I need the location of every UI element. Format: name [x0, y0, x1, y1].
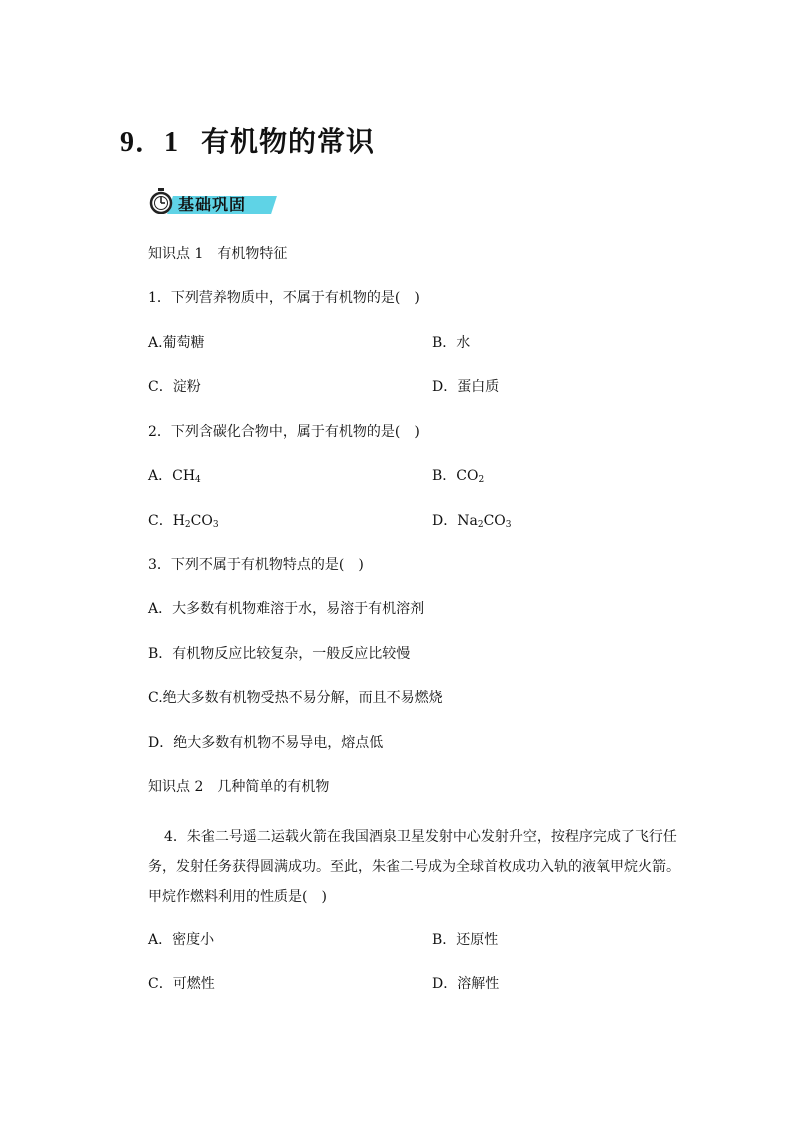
q2-option-d: D．$Na_2CO_3$ — [432, 513, 512, 530]
section-badge — [148, 186, 276, 218]
q4-option-a: A．密度小 — [148, 932, 215, 948]
q4-option-d: D．溶解性 — [432, 976, 500, 992]
q3-option-c: C.绝大多数有机物受热不易分解，而且不易燃烧 — [148, 690, 443, 706]
knowledge-point-2: 知识点 2 几种简单的有机物 — [148, 779, 330, 795]
q4-option-c: C．可燃性 — [148, 976, 215, 992]
question-4-stem: 4．朱雀二号遥二运载火箭在我国酒泉卫星发射中心发射升空，按程序完成了飞行任务，发射任务获得圆满成功。至此，朱雀二号成为全球首枚成功入轨的液氧甲烷火箭。甲烷作燃料利用的性质是( ) — [148, 829, 680, 905]
q3-option-a: A．大多数有机物难溶于水，易溶于有机溶剂 — [148, 601, 425, 617]
q1-option-c: C．淀粉 — [148, 379, 201, 395]
knowledge-point-1: 知识点 1 有机物特征 — [148, 246, 288, 262]
question-1-stem: 1．下列营养物质中，不属于有机物的是( ) — [148, 290, 420, 306]
question-3-stem: 3．下列不属于有机物特点的是( ) — [148, 557, 364, 573]
q3-option-d: D．绝大多数有机物不易导电，熔点低 — [148, 735, 384, 751]
badge-label: 基础巩固 — [178, 195, 247, 214]
q1-option-d: D．蛋白质 — [432, 379, 500, 395]
stopwatch-icon — [148, 188, 174, 214]
question-2-stem: 2．下列含碳化合物中，属于有机物的是( ) — [148, 424, 420, 440]
q4-option-b: B．还原性 — [432, 932, 499, 948]
q2-option-c: C．$H_2CO_3$ — [148, 513, 219, 530]
q2-option-b: B．$CO_2$ — [432, 468, 485, 485]
title-text: 有机物的常识 — [201, 125, 376, 158]
q1-option-a: A.葡萄糖 — [148, 335, 205, 351]
q1-option-b: B．水 — [432, 335, 471, 351]
q2-option-a: A．$CH_4$ — [148, 468, 201, 485]
page-title — [120, 120, 375, 160]
q3-option-b: B．有机物反应比较复杂，一般反应比较慢 — [148, 646, 411, 662]
title-number: 9．1 — [120, 127, 180, 158]
